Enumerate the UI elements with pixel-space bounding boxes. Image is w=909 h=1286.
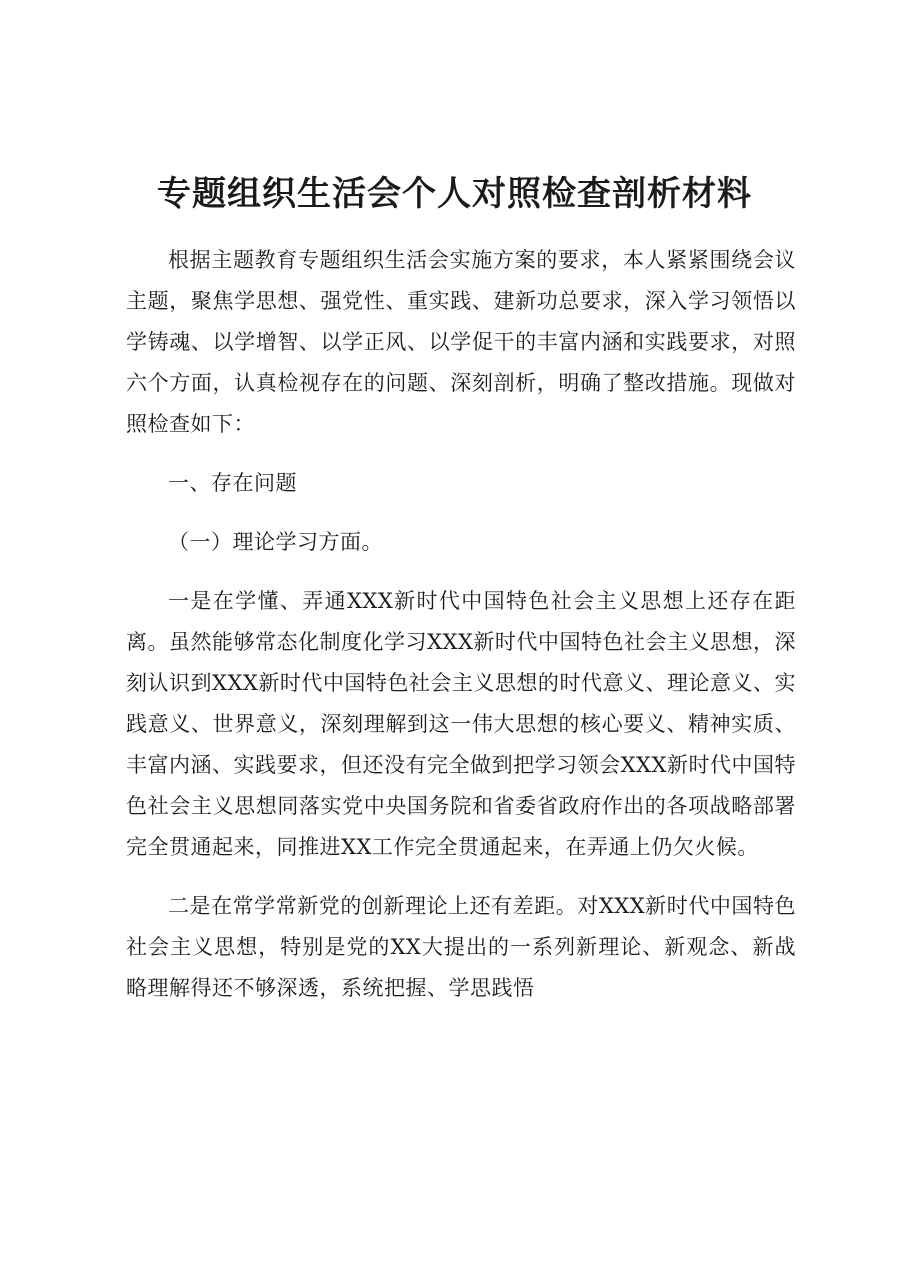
document-title: 专题组织生活会个人对照检查剖析材料 (157, 174, 752, 214)
document-body (126, 240, 796, 1027)
point-two-paragraph: 二是在常学常新党的创新理论上还有差距。对XXX新时代中国特色社会主义思想，特别是党的XX大提出的一系列新理论、新观念、新战略理解得还不够深透，系统把握、学思践悟 (126, 894, 796, 1000)
subsection-heading-theory-study: （一）理论学习方面。 (168, 530, 383, 554)
intro-paragraph: 根据主题教育专题组织生活会实施方案的要求，本人紧紧围绕会议主题，聚焦学思想、强党性、重实践、建新功总要求，深入学习领悟以学铸魂、以学增智、以学正风、以学促干的丰富内涵和实践要求，对照六个方面，认真检视存在的问题、深刻剖析，明确了整改措施。现做对照检查如下： (126, 248, 796, 436)
section-heading-problems: 一、存在问题 (168, 471, 297, 495)
point-one-paragraph: 一是在学懂、弄通XXX新时代中国特色社会主义思想上还存在距离。虽然能够常态化制度化学习XXX新时代中国特色社会主义思想，深刻认识到XXX新时代中国特色社会主义思想的时代意义、理论意义、实践意义、世界意义，深刻理解到这一伟大思想的核心要义、精神实质、丰富内涵、实践要求，但还没有完全做到把学习领会XXX新时代中国特色社会主义思想同落实党中央国务院和省委省政府作出的各项战略部署完全贯通起来，同推进XX工作完全贯通起来，在弄通上仍欠火候。 (126, 589, 796, 859)
